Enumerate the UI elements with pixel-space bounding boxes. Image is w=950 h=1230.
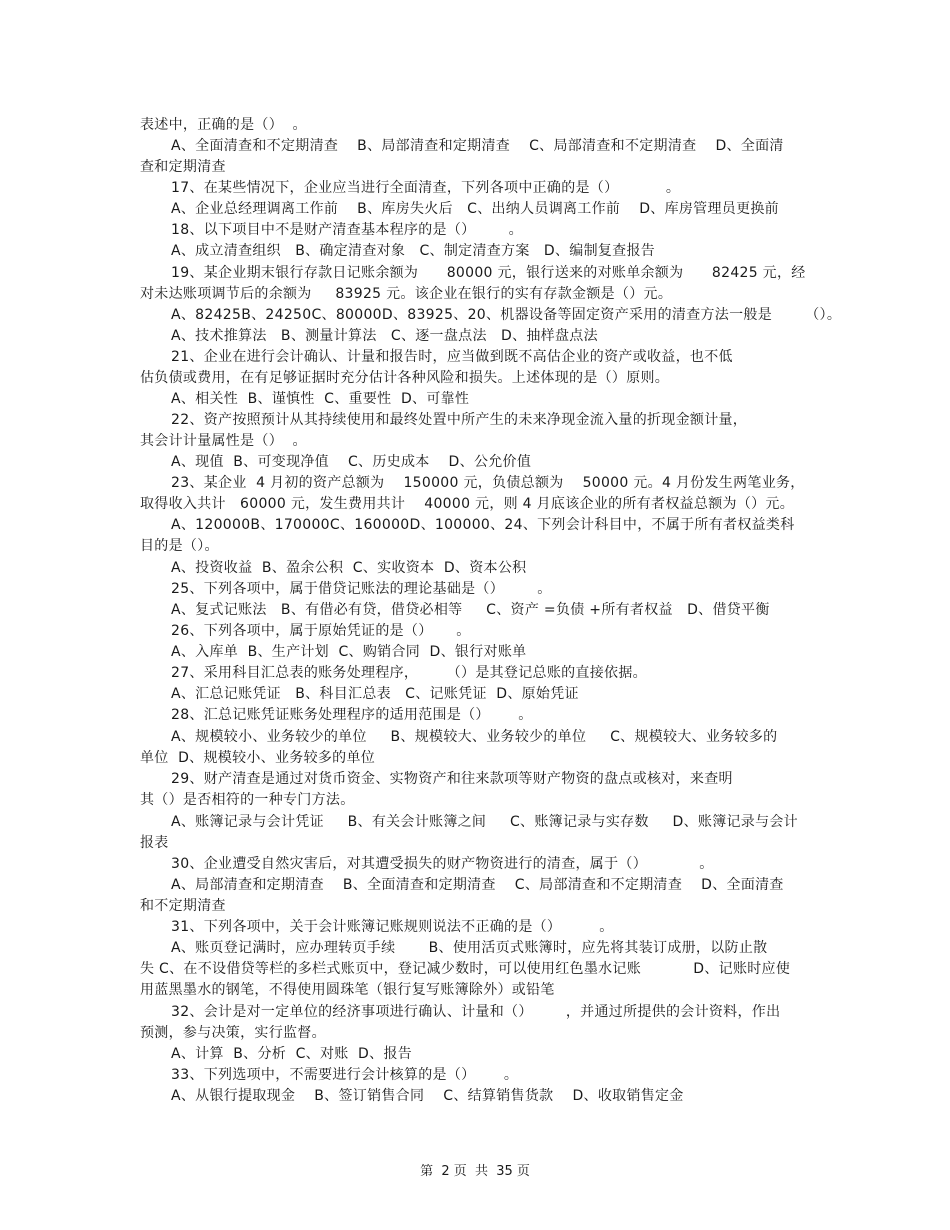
text-line: 28、汇总记账凭证账务处理程序的适用范围是（） 。 bbox=[171, 707, 533, 723]
text-line: 22、资产按照预计从其持续使用和最终处置中所产生的未来净现金流入量的折现金额计量， bbox=[171, 412, 748, 428]
text-line: A、技术推算法 B、测量计算法 C、逐一盘点法 D、抽样盘点法 bbox=[171, 328, 598, 344]
text-line: 和不定期清查 bbox=[140, 898, 226, 914]
text-line: 18、以下项目中不是财产清查基本程序的是（） 。 bbox=[171, 222, 523, 238]
text-line: 单位 D、规模较小、业务较多的单位 bbox=[140, 750, 376, 766]
text-line: 23、某企业 4 月初的资产总额为 150000 元，负债总额为 50000 元。4 月份发生两笔业务， bbox=[171, 475, 805, 491]
text-line: 17、在某些情况下，企业应当进行全面清查，下列各项中正确的是（） 。 bbox=[171, 180, 681, 196]
text-line: 报表 bbox=[140, 835, 169, 851]
text-line: A、全面清查和不定期清查 B、局部清查和定期清查 C、局部清查和不定期清查 D、全面清 bbox=[171, 138, 784, 154]
text-line: A、账页登记满时，应办理转页手续 B、使用活页式账簿时，应先将其装订成册，以防止散 bbox=[171, 940, 768, 956]
text-line: A、局部清查和定期清查 B、全面清查和定期清查 C、局部清查和不定期清查 D、全面清查 bbox=[171, 877, 784, 893]
text-line: A、账簿记录与会计凭证 B、有关会计账簿之间 C、账簿记录与实存数 D、账簿记录与会计 bbox=[171, 814, 798, 830]
text-line: 29、财产清查是通过对货币资金、实物资产和往来款项等财产物资的盘点或核对，来查明 bbox=[171, 771, 733, 787]
text-line: A、计算 B、分析 C、对账 D、报告 bbox=[171, 1046, 413, 1062]
text-line: 其会计计量属性是（） 。 bbox=[140, 433, 307, 449]
text-line: 25、下列各项中，属于借贷记账法的理论基础是（） 。 bbox=[171, 581, 552, 597]
text-line: A、从银行提取现金 B、签订销售合同 C、结算销售货款 D、收取销售定金 bbox=[171, 1088, 684, 1104]
text-line: 预测，参与决策，实行监督。 bbox=[140, 1025, 326, 1041]
text-line: 26、下列各项中，属于原始凭证的是（） 。 bbox=[171, 623, 471, 639]
text-line: 目的是（）。 bbox=[140, 538, 219, 554]
text-line: 32、会计是对一定单位的经济事项进行确认、计量和（） ，并通过所提供的会计资料，作出 bbox=[171, 1004, 781, 1020]
text-line: A、企业总经理调离工作前 B、库房失火后 C、出纳人员调离工作前 D、库房管理员更换前 bbox=[171, 201, 779, 217]
text-line: A、82425B、24250C、80000D、83925、20、机器设备等固定资产采用的清查方法一般是 （）。 bbox=[171, 307, 842, 323]
text-line: A、相关性 B、谨慎性 C、重要性 D、可靠性 bbox=[171, 391, 470, 407]
text-line: A、投资收益 B、盈余公积 C、实收资本 D、资本公积 bbox=[171, 560, 527, 576]
text-line: A、规模较小、业务较少的单位 B、规模较大、业务较少的单位 C、规模较大、业务较多的 bbox=[171, 729, 778, 745]
text-line: 查和定期清查 bbox=[140, 159, 226, 175]
text-line: 21、企业在进行会计确认、计量和报告时，应当做到既不高估企业的资产或收益，也不低 bbox=[171, 349, 733, 365]
text-line: 19、某企业期末银行存款日记账余额为 80000 元，银行送来的对账单余额为 82425 元，经 bbox=[171, 265, 806, 281]
text-line: A、成立清查组织 B、确定清查对象 C、制定清查方案 D、编制复查报告 bbox=[171, 243, 656, 259]
text-line: 27、采用科目汇总表的账务处理程序， （）是其登记总账的直接依据。 bbox=[171, 665, 647, 681]
text-line: A、现值 B、可变现净值 C、历史成本 D、公允价值 bbox=[171, 454, 532, 470]
text-line: 用蓝黑墨水的钢笔，不得使用圆珠笔（银行复写账簿除外）或铅笔 bbox=[140, 982, 555, 998]
text-line: 其（）是否相符的一种专门方法。 bbox=[140, 792, 355, 808]
text-line: 对未达账项调节后的余额为 83925 元。该企业在银行的实有存款金额是（）元。 bbox=[140, 286, 673, 302]
text-line: 31、下列各项中，关于会计账簿记账规则说法不正确的是（） 。 bbox=[171, 919, 614, 935]
text-line: 33、下列选项中，不需要进行会计核算的是（） 。 bbox=[171, 1067, 519, 1083]
text-line: A、复式记账法 B、有借必有贷，借贷必相等 C、资产 =负债 +所有者权益 D、借贷平衡 bbox=[171, 602, 770, 618]
text-line: A、汇总记账凭证 B、科目汇总表 C、记账凭证 D、原始凭证 bbox=[171, 686, 579, 702]
page-footer: 第 2 页 共 35 页 bbox=[420, 1164, 530, 1179]
text-line: A、入库单 B、生产计划 C、购销合同 D、银行对账单 bbox=[171, 644, 527, 660]
text-line: 失 C、在不设借贷等栏的多栏式账页中，登记减少数时，可以使用红色墨水记账 D、记账时应使 bbox=[140, 961, 791, 977]
text-line: 取得收入共计 60000 元，发生费用共计 40000 元，则 4 月底该企业的所有者权益总额为（）元。 bbox=[140, 496, 795, 512]
text-line: 30、企业遭受自然灾害后，对其遭受损失的财产物资进行的清查，属于（） 。 bbox=[171, 856, 714, 872]
text-line: 估负债或费用，在有足够证据时充分估计各种风险和损失。上述体现的是（）原则。 bbox=[140, 370, 670, 386]
text-line: 表述中，正确的是（） 。 bbox=[140, 117, 307, 133]
text-line: A、120000B、170000C、160000D、100000、24、下列会计科目中，不属于所有者权益类科 bbox=[171, 517, 795, 533]
